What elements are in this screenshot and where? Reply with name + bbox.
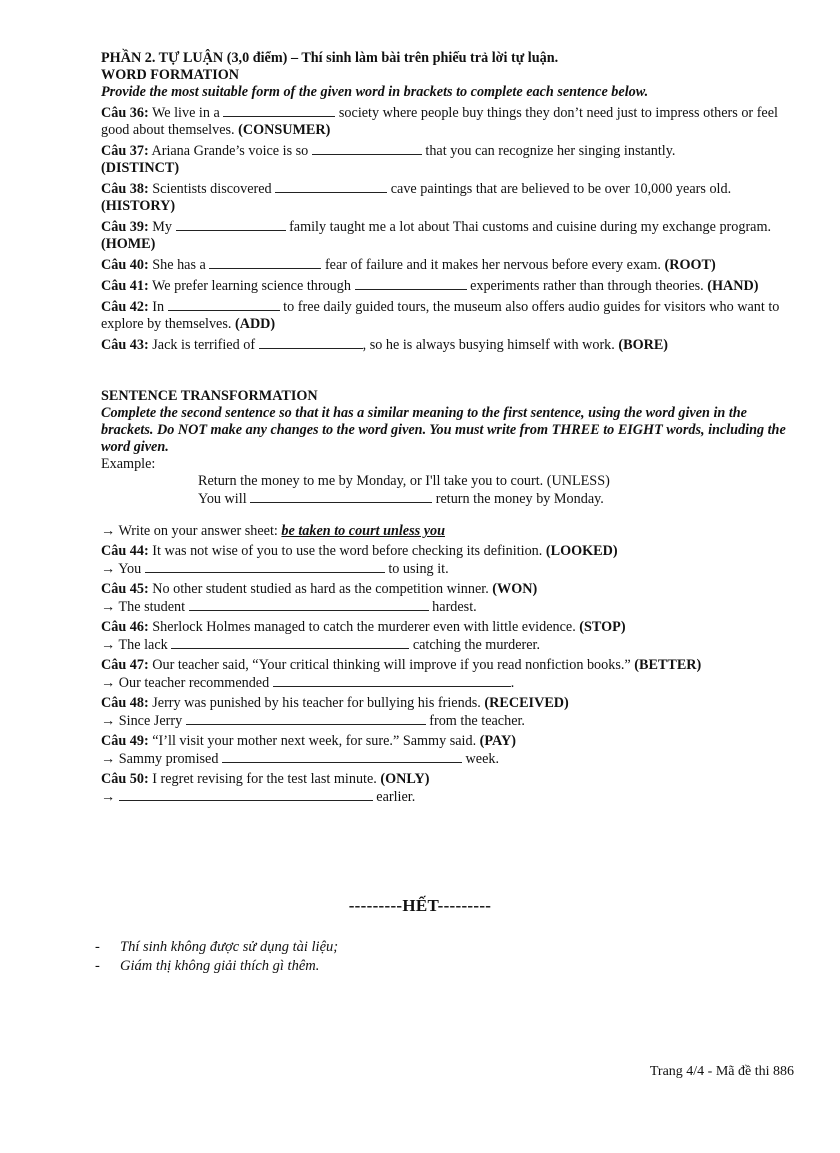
end-mark: ---------HẾT--------- [348,896,492,915]
answer-blank[interactable] [171,636,409,649]
example-line-1: Return the money to me by Monday, or I'll take you to court. (UNLESS) [198,473,610,489]
answer-blank[interactable] [355,277,467,290]
question-49: Câu 49: “I’ll visit your mother next week, for sure.” Sammy said. (PAY) → Sammy promised week. [101,733,516,767]
answer-blank[interactable] [259,336,363,349]
question-40: Câu 40: She has a fear of failure and it makes her nervous before every exam. (ROOT) [101,257,716,273]
question-43: Câu 43: Jack is terrified of , so he is always busying himself with work. (BORE) [101,337,669,353]
note-item: - Thí sinh không được sử dụng tài liệu; [95,939,339,955]
answer-blank[interactable] [275,180,387,193]
exam-notes [95,938,338,976]
question-46: Câu 46: Sherlock Holmes managed to catch the murderer even with little evidence. (STOP) → The lack catching the murderer. [101,619,626,653]
answer-blank[interactable] [222,750,462,763]
sentence-transformation-title: SENTENCE TRANSFORMATION [101,388,318,404]
exam-page [101,50,801,806]
example-label: Example: [101,456,156,472]
answer-blank[interactable] [119,788,373,801]
question-48: Câu 48: Jerry was punished by his teacher for bullying his friends. (RECEIVED) → Since Jerry from the teacher. [101,695,569,729]
answer-blank[interactable] [145,560,385,573]
answer-blank[interactable] [186,712,426,725]
answer-blank[interactable] [168,298,280,311]
part2-heading: PHẦN 2. TỰ LUẬN (3,0 điểm) – Thí sinh làm bài trên phiếu trả lời tự luận. [101,50,559,66]
example-answer: → Write on your answer sheet: be taken to court unless you [101,523,445,539]
example-line-2: You will return the money by Monday. [198,491,604,507]
question-45: Câu 45: No other student studied as hard as the competition winner. (WON) → The student hardest. [101,581,538,615]
answer-blank[interactable] [223,104,335,117]
question-50: Câu 50: I regret revising for the test last minute. (ONLY) → earlier. [101,771,430,805]
sentence-transformation-instruction: Complete the second sentence so that it has a similar meaning to the first sentence, using the word given in the brackets. Do NOT make any changes to the word given. You must write from THREE to EIGHT words, including the word given. [101,405,786,455]
word-formation-title: WORD FORMATION [101,67,240,83]
answer-blank[interactable] [176,218,286,231]
question-47: Câu 47: Our teacher said, “Your critical thinking will improve if you read nonfiction books.” (BETTER) → Our teacher recommended . [101,657,702,691]
answer-blank[interactable] [312,142,422,155]
question-42: Câu 42: In to free daily guided tours, the museum also offers audio guides for visitors who want to explore by themselves. (ADD) [101,299,780,332]
answer-blank[interactable] [189,598,429,611]
question-38: Câu 38: Scientists discovered cave paintings that are believed to be over 10,000 years old. (HISTORY) [101,181,732,214]
question-41: Câu 41: We prefer learning science through experiments rather than through theories. (HAND) [101,278,759,294]
question-39: Câu 39: My family taught me a lot about Thai customs and cuisine during my exchange program. (HOME) [101,219,772,252]
example-blank [250,490,432,503]
question-44: Câu 44: It was not wise of you to use the word before checking its definition. (LOOKED) → You to using it. [101,543,618,577]
question-36: Câu 36: We live in a society where people buy things they don’t need just to impress others or feel good about themselves. (CONSUMER) [101,105,778,138]
answer-blank[interactable] [209,256,321,269]
page-footer: Trang 4/4 - Mã đề thi 886 [649,1064,794,1079]
answer-blank[interactable] [273,674,511,687]
note-item: - Giám thị không giải thích gì thêm. [95,958,320,974]
word-formation-instruction: Provide the most suitable form of the given word in brackets to complete each sentence below. [101,84,649,100]
question-37: Câu 37: Ariana Grande’s voice is so that you can recognize her singing instantly. (DISTINCT) [101,143,676,176]
